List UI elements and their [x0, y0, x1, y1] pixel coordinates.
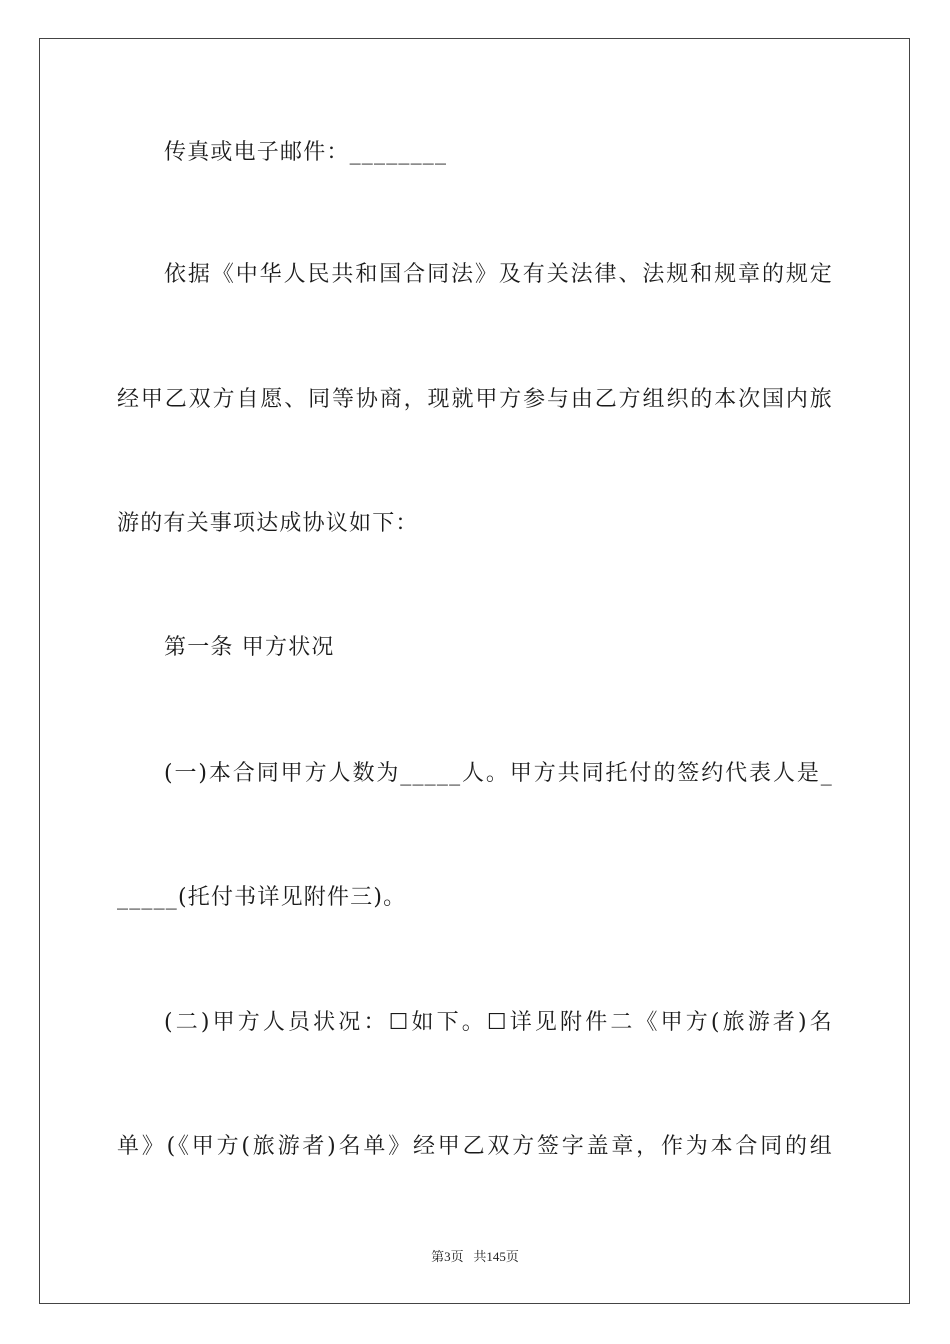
text-line-legal-basis: 依据《中华人民共和国合同法》及有关法律、法规和规章的规定 — [164, 262, 833, 287]
text-line-party-count: (一)本合同甲方人数为_____人。甲方共同托付的签约代表人是_ — [164, 761, 833, 786]
text-line-name-list: 单》(《甲方(旅游者)名单》经甲乙双方签字盖章，作为本合同的组 — [117, 1134, 833, 1159]
text-line-consultation: 经甲乙双方自愿、同等协商，现就甲方参与由乙方组织的本次国内旅 — [117, 387, 833, 412]
text-line-agreement: 游的有关事项达成协议如下： — [117, 511, 419, 536]
page-footer — [0, 1248, 950, 1266]
page-border — [39, 38, 910, 1304]
text-line-fax-email: 传真或电子邮件：________ — [164, 140, 448, 165]
page-total: 共145页 — [473, 1249, 519, 1264]
page-number: 第3页 — [431, 1249, 464, 1264]
text-line-authorization: _____(托付书详见附件三)。 — [117, 885, 407, 910]
section-heading-party-a: 第一条 甲方状况 — [164, 635, 335, 660]
text-line-personnel-status: (二)甲方人员状况：☐如下。☐详见附件二《甲方(旅游者)名 — [164, 1010, 833, 1035]
